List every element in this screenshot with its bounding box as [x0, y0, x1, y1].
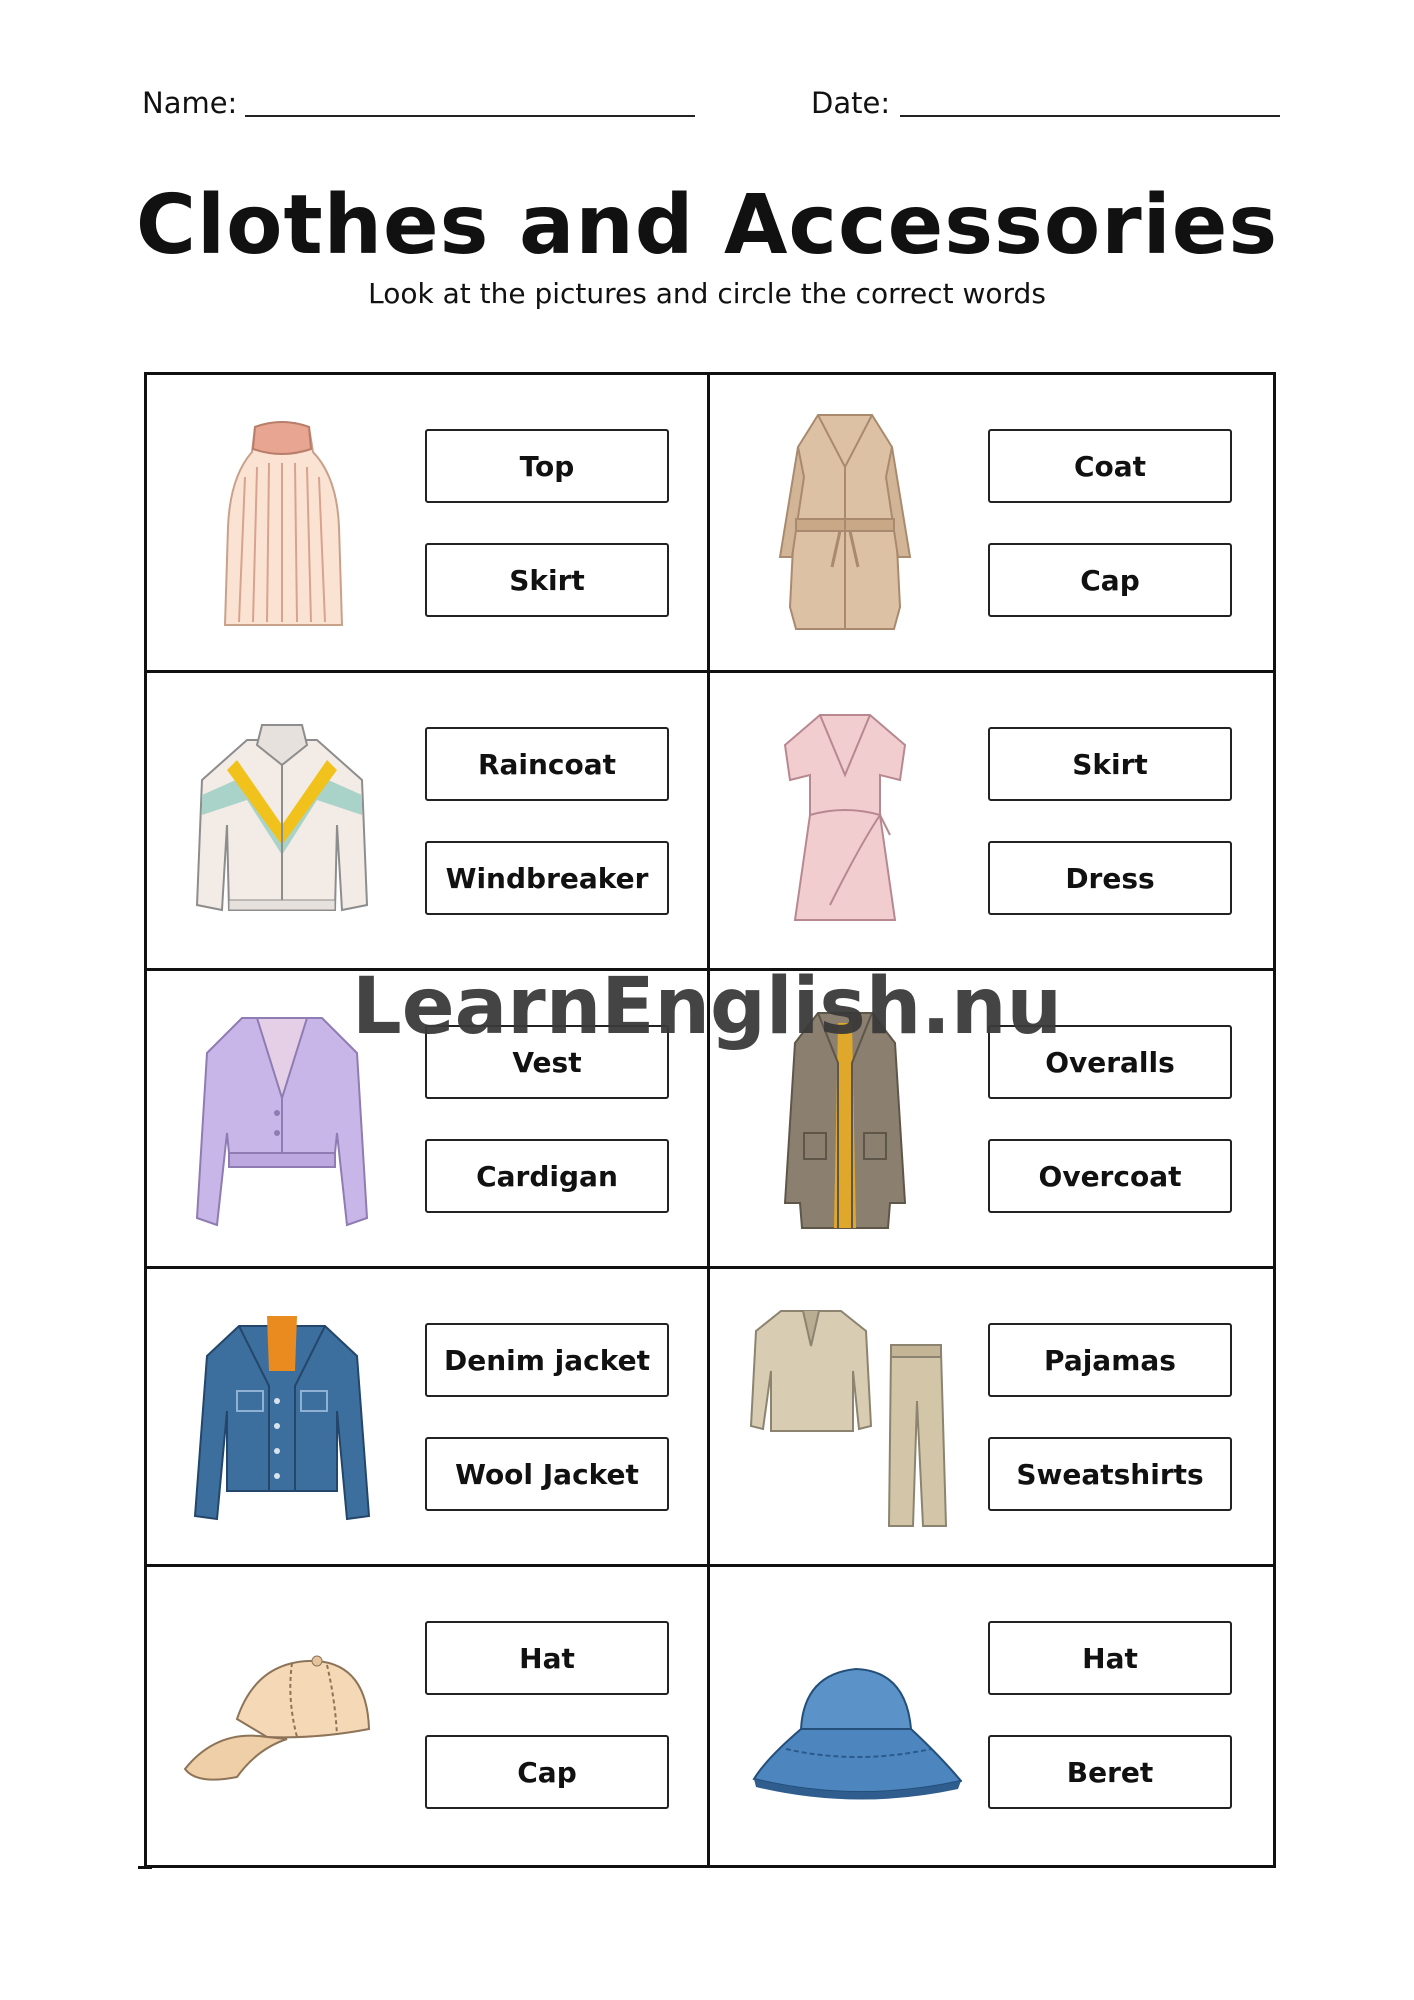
word-option[interactable]: Dress	[988, 841, 1232, 915]
word-option[interactable]: Wool Jacket	[425, 1437, 669, 1511]
word-option[interactable]: Sweatshirts	[988, 1437, 1232, 1511]
date-field[interactable]	[900, 115, 1280, 117]
word-option[interactable]: Overalls	[988, 1025, 1232, 1099]
word-option[interactable]: Cardigan	[425, 1139, 669, 1213]
exercise-cell	[147, 673, 710, 971]
word-option[interactable]: Pajamas	[988, 1323, 1232, 1397]
bucket-hat-icon	[740, 1599, 962, 1829]
word-option[interactable]: Hat	[988, 1621, 1232, 1695]
word-option[interactable]: Windbreaker	[425, 841, 669, 915]
trench-coat-icon	[740, 407, 950, 637]
exercise-cell	[147, 1269, 710, 1567]
exercise-cell	[147, 375, 710, 673]
exercise-cell	[147, 971, 710, 1269]
word-option[interactable]: Cap	[988, 543, 1232, 617]
baseball-cap-icon	[177, 1599, 387, 1829]
exercise-cell	[710, 375, 1273, 673]
cardigan-icon	[177, 1003, 387, 1233]
word-option[interactable]: Skirt	[425, 543, 669, 617]
word-option[interactable]: Skirt	[988, 727, 1232, 801]
date-label: Date:	[811, 86, 891, 120]
exercise-cell	[710, 673, 1273, 971]
page-subtitle: Look at the pictures and circle the correct words	[368, 277, 1046, 310]
exercise-cell	[147, 1567, 710, 1865]
crop-top-icon	[177, 407, 387, 637]
denim-jacket-icon	[177, 1301, 387, 1531]
word-option[interactable]: Vest	[425, 1025, 669, 1099]
word-option[interactable]: Beret	[988, 1735, 1232, 1809]
exercise-cell	[710, 971, 1273, 1269]
exercise-cell	[710, 1567, 1273, 1865]
watermark: LearnEnglish.nu	[352, 962, 1062, 1052]
page-title: Clothes and Accessories	[135, 178, 1279, 273]
word-option[interactable]: Coat	[988, 429, 1232, 503]
name-field[interactable]	[245, 115, 695, 117]
exercise-cell	[710, 1269, 1273, 1567]
overcoat-icon	[740, 1003, 950, 1233]
word-option[interactable]: Cap	[425, 1735, 669, 1809]
wrap-dress-icon	[740, 705, 950, 935]
windbreaker-icon	[177, 705, 387, 935]
corner-tick	[138, 1866, 152, 1869]
name-label: Name:	[142, 86, 238, 120]
word-option[interactable]: Hat	[425, 1621, 669, 1695]
pajamas-icon	[736, 1301, 956, 1531]
word-option[interactable]: Raincoat	[425, 727, 669, 801]
word-option[interactable]: Denim jacket	[425, 1323, 669, 1397]
exercise-grid	[144, 372, 1276, 1868]
word-option[interactable]: Top	[425, 429, 669, 503]
word-option[interactable]: Overcoat	[988, 1139, 1232, 1213]
